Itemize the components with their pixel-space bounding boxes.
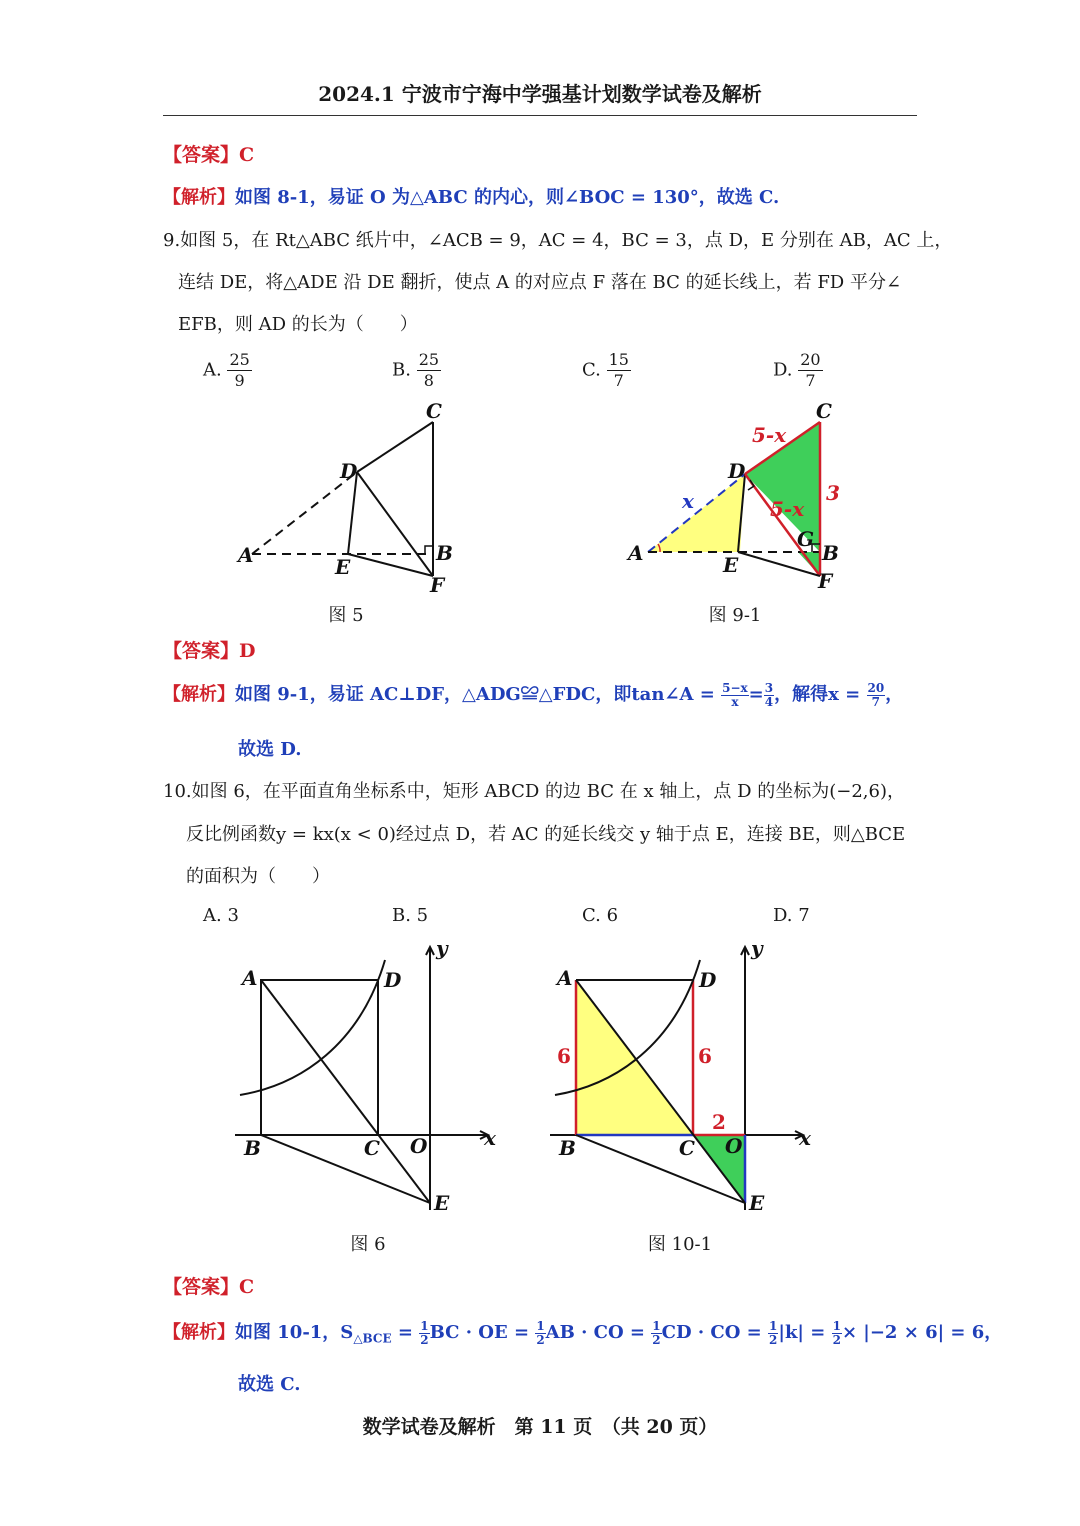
label-D: D — [699, 968, 717, 992]
frac-den: 7 — [805, 371, 816, 390]
label-y: y — [751, 936, 763, 960]
q10-exp-tag: 【解析】 — [163, 1322, 235, 1343]
frac-num: 3 — [764, 680, 774, 695]
q10-exp-f: |k| = — [778, 1322, 826, 1343]
frac-num: 5−x — [722, 680, 748, 695]
q9-option-a-frac — [227, 350, 251, 391]
half-frac — [419, 1320, 429, 1347]
half-frac — [832, 1320, 842, 1347]
q9-exp-frac1 — [721, 682, 749, 709]
label-y: y — [436, 936, 448, 960]
q9-option-a-label: A. — [203, 359, 222, 381]
q9-exp-part2: ，解得x = — [774, 684, 861, 705]
q9-exp-frac3 — [867, 682, 886, 709]
q9-option-a — [203, 350, 252, 391]
label-A: A — [238, 543, 254, 567]
label-F: F — [818, 569, 833, 593]
label-D: D — [384, 968, 402, 992]
q10-option-b: B. 5 — [392, 905, 429, 926]
q10-answer — [163, 1272, 254, 1299]
label-D: D — [728, 459, 746, 483]
q9-exp-line2: 故选 D. — [238, 739, 302, 760]
frac-num: 25 — [418, 350, 440, 369]
q10-exp-b: = — [391, 1322, 413, 1343]
q9-line1: 9.如图 5，在 Rt△ABC 纸片中，∠ACB = 9，AC = 4，BC = 3，点 D，E 分别在 AB，AC 上， — [163, 230, 953, 251]
label-O: O — [725, 1134, 743, 1158]
q8-answer — [163, 140, 254, 167]
q9-line3: EFB，则 AD 的长为（ ） — [178, 314, 418, 335]
q10-exp-g: × |−2 × 6| = 6， — [841, 1322, 1003, 1343]
q9-option-c-frac — [607, 350, 631, 391]
q10-exp-a: 如图 10-1，S — [235, 1322, 354, 1343]
figure-9-1 — [620, 400, 850, 600]
label-B: B — [244, 1136, 261, 1160]
figure-5-caption: 图 5 — [328, 605, 364, 626]
q10-exp-e: CD · CO = — [661, 1322, 762, 1343]
mark-2: 2 — [712, 1110, 726, 1134]
label-B: B — [436, 541, 453, 565]
q9-answer-tag: 【答案】 — [163, 640, 240, 662]
frac-den: 9 — [234, 371, 245, 390]
label-O: O — [410, 1134, 428, 1158]
frac-num: 20 — [800, 350, 821, 369]
label-A: A — [628, 541, 644, 565]
mark-6-right: 6 — [698, 1044, 712, 1068]
label-B: B — [822, 541, 839, 565]
figure-6 — [230, 935, 510, 1225]
q10-line3: 的面积为（ ） — [186, 866, 330, 887]
frac-den: 7 — [871, 694, 881, 709]
label-x: x — [484, 1126, 496, 1150]
q9-line2: 连结 DE，将△ADE 沿 DE 翻折，使点 A 的对应点 F 落在 BC 的延长线上，若 FD 平分∠ — [178, 272, 902, 293]
frac-den: 2 — [832, 1332, 841, 1347]
label-C: C — [364, 1136, 380, 1160]
frac-den: 2 — [536, 1332, 545, 1347]
frac-den: 2 — [652, 1332, 661, 1347]
q8-exp-tag: 【解析】 — [163, 187, 235, 208]
frac-num: 1 — [769, 1318, 778, 1333]
label-B: B — [559, 1136, 576, 1160]
q10-option-d: D. 7 — [773, 905, 810, 926]
frac-num: 1 — [832, 1318, 841, 1333]
label-G: G — [797, 527, 815, 551]
frac-num: 15 — [608, 350, 629, 369]
q9-option-d-frac — [798, 350, 822, 391]
q10-answer-tag: 【答案】 — [163, 1276, 240, 1298]
q9-option-c-label: C. — [582, 359, 601, 381]
seg-DF — [357, 472, 433, 576]
q9-answer-value: D — [239, 640, 256, 662]
label-E: E — [723, 553, 739, 577]
frac-num: 1 — [536, 1318, 545, 1333]
figure-5 — [230, 400, 460, 600]
mark-x: x — [682, 489, 694, 513]
q8-answer-value: C — [239, 144, 255, 166]
q10-exp-d: AB · CO = — [545, 1322, 646, 1343]
q9-answer — [163, 636, 256, 663]
page-footer: 数学试卷及解析 第 11 页 （共 20 页） — [362, 1416, 718, 1438]
frac-den: 4 — [764, 694, 774, 709]
mark-5-x-top: 5-x — [752, 423, 787, 447]
mark-5-x-mid: 5-x — [770, 497, 805, 521]
q8-exp-text: 如图 8-1，易证 O 为△ABC 的内心，则∠BOC = 130°，故选 C. — [235, 187, 780, 208]
q10-exp-line2: 故选 C. — [238, 1374, 301, 1395]
q9-exp-eq: = — [748, 684, 764, 705]
q10-line1: 10.如图 6，在平面直角坐标系中，矩形 ABCD 的边 BC 在 x 轴上，点 D 的坐标为(−2,6)， — [163, 781, 906, 802]
q9-option-b-frac — [417, 350, 441, 391]
label-A: A — [242, 966, 258, 990]
q10-explanation — [163, 1318, 1002, 1347]
q10-exp-c: BC · OE = — [429, 1322, 530, 1343]
q9-option-b — [392, 350, 441, 391]
label-E: E — [434, 1191, 450, 1215]
q10-answer-value: C — [239, 1276, 255, 1298]
label-C: C — [679, 1136, 695, 1160]
label-E: E — [335, 555, 351, 579]
label-F: F — [430, 573, 445, 597]
q9-exp-tag: 【解析】 — [163, 684, 235, 705]
frac-den: 2 — [769, 1332, 778, 1347]
header-rule — [163, 115, 917, 116]
q9-exp-frac2 — [764, 682, 774, 709]
mark-6-left: 6 — [557, 1044, 571, 1068]
figure-10-1 — [545, 935, 825, 1225]
frac-den: 8 — [423, 371, 434, 390]
q8-answer-tag: 【答案】 — [163, 144, 240, 166]
label-x: x — [799, 1126, 811, 1150]
frac-num: 1 — [652, 1318, 661, 1333]
seg-DC — [357, 422, 433, 472]
q9-explanation — [163, 680, 903, 709]
seg-DE — [348, 472, 357, 554]
q8-explanation — [163, 183, 779, 209]
label-E: E — [749, 1191, 765, 1215]
frac-den: x — [731, 694, 739, 709]
q9-option-b-label: B. — [392, 359, 411, 381]
label-C: C — [426, 400, 442, 423]
label-D: D — [340, 459, 358, 483]
mark-3: 3 — [826, 481, 840, 505]
q9-option-d — [773, 350, 823, 391]
q10-option-c: C. 6 — [582, 905, 619, 926]
half-frac — [535, 1320, 545, 1347]
frac-num: 1 — [420, 1318, 429, 1333]
frac-den: 7 — [613, 371, 624, 390]
q9-option-c — [582, 350, 631, 391]
frac-num: 20 — [867, 680, 885, 695]
right-angle-mark — [425, 546, 433, 554]
q9-option-d-label: D. — [773, 359, 793, 381]
label-C: C — [816, 400, 832, 423]
q10-exp-sub: △BCE — [353, 1331, 392, 1346]
q10-option-a: A. 3 — [203, 905, 239, 926]
frac-num: 25 — [229, 350, 250, 369]
figure-9-1-caption: 图 9-1 — [708, 605, 762, 626]
frac-den: 2 — [420, 1332, 429, 1347]
half-frac — [768, 1320, 778, 1347]
half-frac — [651, 1320, 661, 1347]
q10-line2: 反比例函数y = kx(x < 0)经过点 D，若 AC 的延长线交 y 轴于点 E，连接 BE，则△BCE — [186, 824, 906, 845]
label-A: A — [557, 966, 573, 990]
seg-AD — [252, 472, 357, 554]
q9-exp-comma: ， — [885, 684, 904, 705]
figure-10-1-caption: 图 10-1 — [647, 1234, 713, 1255]
figure-6-caption: 图 6 — [350, 1234, 386, 1255]
page-header: 2024.1 宁波市宁海中学强基计划数学试卷及解析 — [318, 82, 762, 106]
q9-exp-part1: 如图 9-1，易证 AC⊥DF，△ADG≌△FDC，即tan∠A = — [235, 684, 715, 705]
